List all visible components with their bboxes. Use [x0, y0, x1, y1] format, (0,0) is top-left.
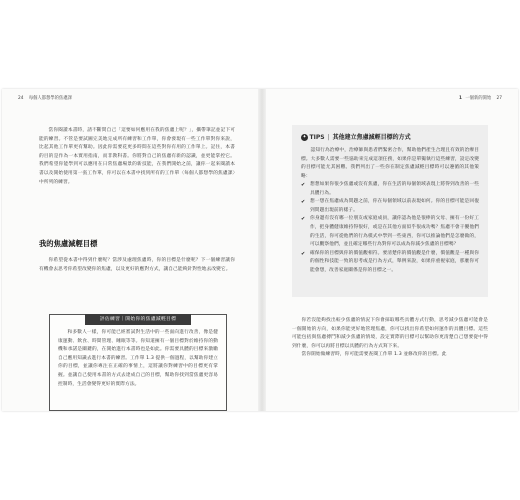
right-running-head — [459, 95, 506, 101]
right-page — [264, 89, 518, 411]
check-icon: ✔ — [301, 250, 306, 257]
right-body-text — [292, 317, 488, 360]
right-running-title: 一個新的開始 — [465, 96, 492, 101]
tips-item — [301, 181, 479, 198]
paragraph: 你若沒能夠找出較少焦慮的情況下你會採取哪些具體方式行動，思考減少焦慮可能會是一個開始的方向，如果你能更好地管理焦慮，你可以找出你希望如何運作的具體目標。這些可能包括與焦慮搏鬥和減少焦慮的情境，設定實際的目標可以幫助你更清楚自己想要從中得到什麼，你可以再將目標以具體的行為方式寫下來。 — [292, 318, 488, 349]
exercise-body — [58, 329, 218, 389]
left-intro-text — [39, 127, 235, 187]
paragraph: 和多數人一樣，你可能已經嘗試對生活中的一些面向進行改善，像是健康運動、飲食、時間管理、睡眠等等。你知道擁有一個目標對於維持你的動機和承諾是關鍵的，在開始進行本書時也是如此。你需要具體的目標來激勵自己應用知識去進行本書的練習。工作單 1.3 提供一個過程，以幫助你建立你的目標，並讓你專注在正確的事情上，這將讓你對練習中的目標更有掌握。並讓自己使用本書的方式去達成自己的目標，幫助你找到當焦慮更容易控制時，生活會變得更好的實際方法。 — [58, 330, 218, 387]
check-icon: ✔ — [301, 182, 306, 188]
tips-item-text: 想想如果你很少焦慮或沒有焦慮，你在生活的每個領域表現上將得到改善的一些具體行為。 — [310, 182, 479, 196]
tips-intro — [301, 147, 479, 181]
exercise-box — [49, 314, 227, 411]
left-running-title: 每個人都想學的焦慮課 — [28, 96, 72, 101]
tips-item-text: 確保你的目標與你的價值觀相符。要清楚你的價值觀是什麼，價值觀是一種與你的個性和技能一致的思考或是行為方式，舉例來說，如果你重視家庭，那麼你可能會想，改善家庭關係是你的目標之一。 — [310, 250, 479, 273]
tips-separator: | — [327, 134, 330, 141]
section-title: 我的焦慮減輕目標 — [39, 239, 98, 248]
tips-item — [301, 215, 479, 249]
tips-label: TIPS — [309, 134, 325, 141]
tips-item-text: 想一想在焦慮成為問題之前，你在每個領域以前表現如何。你的目標可能是回復到問題出現前的樣子。 — [310, 199, 479, 213]
section-body — [39, 257, 235, 274]
left-page-number: 24 — [18, 96, 24, 101]
check-icon: ✔ — [301, 216, 306, 223]
left-page — [2, 89, 260, 411]
chapter-marker: 1 — [459, 96, 462, 101]
exercise-title: 評估練習｜開始你的焦慮減輕目標 — [85, 314, 191, 325]
paragraph: 你希望從本書中得到什麼呢？當涉及處理焦慮時，你的目標是什麼呢？下一個練習讓你有機會去思考你希望改變你的焦慮，以及更好的應對方式，讓自己能夠針對性地去改變它。 — [39, 258, 235, 272]
tips-list — [301, 181, 479, 276]
tips-header — [301, 132, 411, 141]
book-spread — [2, 89, 518, 411]
tips-item — [301, 250, 479, 276]
lightbulb-icon: ✦ — [302, 135, 307, 140]
paragraph: 認知行為治療中，治療師與患者們緊密合作，幫助他們產生合理且有效的治療目標。大多數人需要一些協助來完成這項任務，如果你是單獨執行這些練習，設定改變的目標可能尤其困難。我們列出了一些你在制定焦慮減輕目標時可以遵循的其他策略： — [301, 148, 479, 179]
tips-item — [301, 198, 479, 215]
check-icon: ✔ — [301, 199, 306, 206]
tips-title: 其他建立焦慮減輕目標的方式 — [332, 134, 411, 141]
tips-box — [292, 125, 488, 297]
right-page-number: 27 — [496, 96, 502, 101]
paragraph: 當你開始做練習時，你可能需要查閱工作單 1.3 並修改你的目標。此 — [301, 352, 447, 358]
tips-item-text: 你身邊有沒有哪一位朋友或家庭成員，讓你認為他是很棒的父母、擁有一份好工作，把身體健康維持得很好，或是在其他方面似乎很成功嗎？焦慮不會干擾他們的生活，你可從他們的行為模式中學到一些東西，你可以推論他們是怎麼做的，可以觀察他們，並且確定哪些行為對你可以成為你減少焦慮的目標嗎？ — [310, 216, 479, 248]
paragraph: 當你閱讀本書時，請不斷問自己「這要如何應用在我的焦慮上呢？」，攜帶筆記並記下可能的練習。不管是要試圖完美地完成所有練習和工作單，你會發現有一些工作單對你來說，比起其他工作單更有幫助。因此你需要花更多時間在這些對你有用的工作單上。記住，本書的目的是作為一本實用指南，而非教科書。你將對自己的焦慮有新的認識，並更能掌控它。我們希望你能學到可以應用在日常焦慮場景的新技能，在我們開始之前，讓你一起來閱讀本書以及開始使用第一張工作單，你可以在本書中找到所有的工作單〈每個人都想學的焦慮課〉中所列的練習。 — [39, 128, 235, 185]
left-running-head — [14, 95, 72, 101]
